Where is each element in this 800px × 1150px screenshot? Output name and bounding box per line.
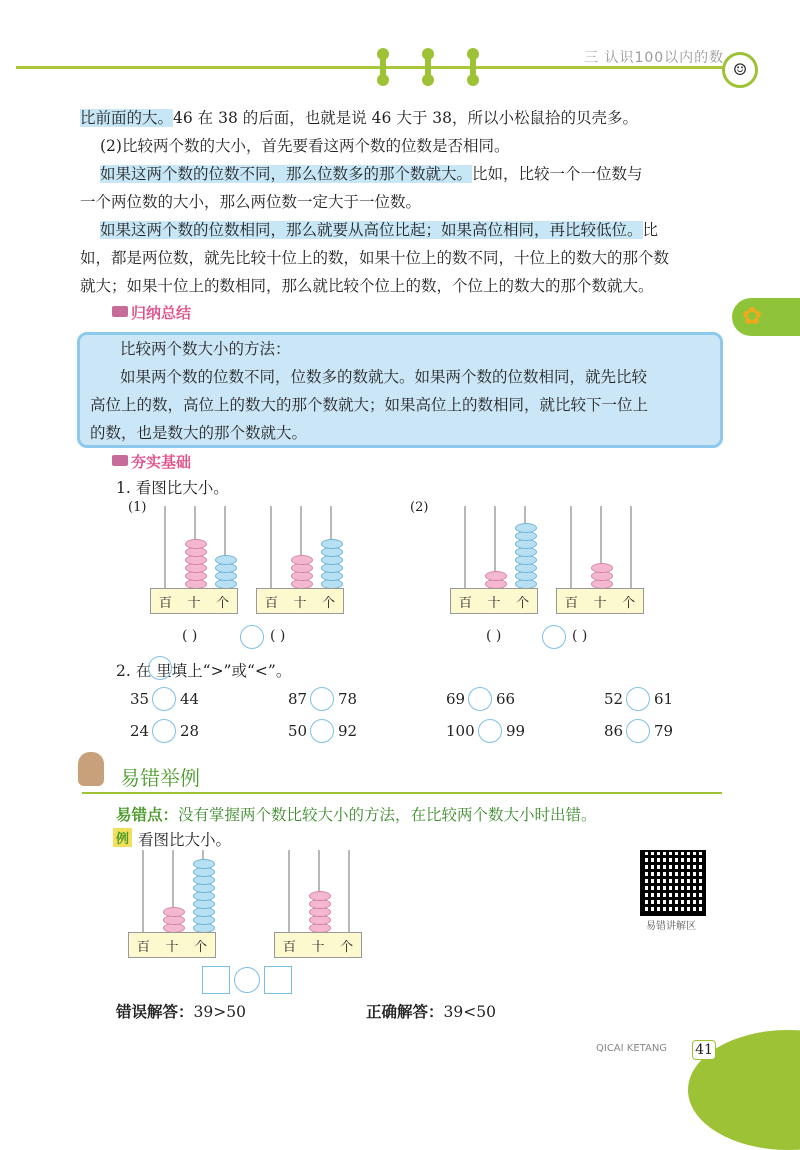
question-1: 1. 看图比大小。 (116, 479, 229, 497)
abacus-base (256, 588, 344, 614)
compare-right: 44 (180, 690, 200, 708)
place-label: 个 (194, 939, 208, 955)
mascot-icon (78, 752, 104, 786)
compare-left: 52 (604, 690, 624, 708)
answer-blank[interactable]: ( ) (486, 628, 502, 644)
place-label: 百 (458, 595, 472, 611)
paragraph-3: 如果这两个数的位数不同，那么位数多的那个数就大。比如，比较一个一位数与 (100, 165, 643, 183)
compare-left: 87 (288, 690, 308, 708)
qr-code[interactable] (640, 850, 706, 916)
abacus-bead (193, 859, 215, 869)
compare-right: 99 (506, 722, 526, 740)
compare-left: 50 (288, 722, 308, 740)
sub-label: (1) (128, 500, 147, 515)
compare-circle[interactable] (310, 687, 334, 711)
abacus-bead (291, 555, 313, 565)
qr-caption: 易错讲解区 (646, 921, 696, 932)
side-tab (732, 298, 800, 336)
compare-circle[interactable] (310, 719, 334, 743)
abacus-base (150, 588, 238, 614)
place-label: 十 (593, 595, 607, 611)
book-icon (112, 306, 128, 317)
binder-pin (470, 52, 476, 82)
practice-heading: 夯实基础 (112, 451, 191, 472)
summary-box: 比较两个数大小的方法： 如果两个数的位数不同，位数多的数就大。如果两个数的位数相同，就先比较 高位上的数，高位上的数大的那个数就大；如果高位上的数相同，就比较下一位上 的数，也是数大的那个数就大。 (77, 332, 723, 448)
place-label: 百 (264, 595, 278, 611)
compare-circle[interactable] (152, 719, 176, 743)
question-2: 2. 在 里填上“>”或“<”。 (116, 662, 292, 680)
place-label: 十 (165, 939, 179, 955)
abacus-bead (163, 907, 185, 917)
book-icon (112, 455, 128, 466)
place-label: 百 (564, 595, 578, 611)
compare-left: 86 (604, 722, 624, 740)
footer-brand: QICAI KETANG (596, 1043, 668, 1054)
abacus-bead (185, 539, 207, 549)
compare-left: 100 (446, 722, 475, 740)
abacus-bead (215, 555, 237, 565)
error-point: 易错点：没有掌握两个数比较大小的方法，在比较两个数大小时出错。 (116, 805, 597, 824)
paragraph-4-cont: 就大；如果十位上的数相同，那么就比较个位上的数，个位上的数大的那个数就大。 (80, 277, 654, 295)
place-label: 十 (187, 595, 201, 611)
paragraph-4-cont: 如，都是两位数，就先比较十位上的数，如果十位上的数不同，十位上的数大的那个数 (80, 249, 670, 267)
abacus-rod (630, 506, 632, 588)
compare-circle[interactable] (234, 967, 260, 993)
place-label: 个 (516, 595, 530, 611)
highlight: 比前面的大。 (80, 109, 174, 127)
place-label: 十 (311, 939, 325, 955)
abacus-bead (515, 523, 537, 533)
binder-pin (380, 52, 386, 82)
errors-heading: 易错举例 (120, 766, 200, 790)
abacus-rod (288, 850, 290, 932)
compare-right: 92 (338, 722, 358, 740)
page-number: 41 (692, 1040, 716, 1060)
example-text: 看图比大小。 (138, 831, 232, 849)
abacus-rod (464, 506, 466, 588)
paragraph-3-cont: 一个两位数的大小，那么两位数一定大于一位数。 (80, 193, 422, 211)
paragraph-4: 如果这两个数的位数相同，那么就要从高位比起；如果高位相同，再比较低位。比 (100, 221, 659, 239)
place-label: 个 (622, 595, 636, 611)
abacus-bead (321, 539, 343, 549)
answer-blank[interactable]: ( ) (182, 628, 198, 644)
compare-circle[interactable] (468, 687, 492, 711)
place-label: 个 (216, 595, 230, 611)
paragraph-1: 比前面的大。46 在 38 的后面，也就是说 46 大于 38，所以小松鼠拾的贝壳多。 (80, 109, 638, 127)
compare-left: 69 (446, 690, 466, 708)
compare-right: 78 (338, 690, 358, 708)
compare-circle (148, 656, 172, 680)
answer-box[interactable] (264, 966, 292, 994)
compare-circle[interactable] (626, 719, 650, 743)
sub-label: (2) (410, 500, 429, 515)
abacus-rod (270, 506, 272, 588)
compare-right: 66 (496, 690, 516, 708)
chapter-title: 三 认识100以内的数 (584, 50, 725, 66)
paragraph-2: (2)比较两个数的大小，首先要看这两个数的位数是否相同。 (100, 137, 510, 155)
compare-right: 61 (654, 690, 674, 708)
abacus-base (556, 588, 644, 614)
divider (82, 792, 722, 794)
compare-circle[interactable] (240, 625, 264, 649)
abacus-bead (485, 571, 507, 581)
place-label: 个 (322, 595, 336, 611)
place-label: 个 (340, 939, 354, 955)
compare-circle[interactable] (152, 687, 176, 711)
abacus-rod (142, 850, 144, 932)
abacus-rod (164, 506, 166, 588)
binder-pin (425, 52, 431, 82)
compare-right: 28 (180, 722, 200, 740)
place-label: 百 (282, 939, 296, 955)
abacus-bead (591, 563, 613, 573)
mascot-icon: ☺ (722, 52, 758, 88)
abacus-bead (309, 891, 331, 901)
abacus-rod (348, 850, 350, 932)
summary-heading: 归纳总结 (112, 302, 191, 323)
place-label: 十 (487, 595, 501, 611)
abacus-rod (570, 506, 572, 588)
place-label: 百 (158, 595, 172, 611)
compare-circle[interactable] (478, 719, 502, 743)
place-label: 十 (293, 595, 307, 611)
abacus-base (274, 932, 362, 958)
compare-circle[interactable] (542, 625, 566, 649)
example-tag: 例 (113, 828, 132, 847)
correct-answer: 正确解答：39<50 (366, 1003, 496, 1021)
place-label: 百 (136, 939, 150, 955)
abacus-base (128, 932, 216, 958)
wrong-answer: 错误解答：39>50 (116, 1003, 246, 1021)
fish-icon: ✿ (742, 302, 763, 330)
compare-left: 35 (130, 690, 150, 708)
answer-box[interactable] (202, 966, 230, 994)
answer-blank[interactable]: ( ) (572, 628, 588, 644)
answer-blank[interactable]: ( ) (270, 628, 286, 644)
compare-left: 24 (130, 722, 150, 740)
compare-right: 79 (654, 722, 674, 740)
abacus-base (450, 588, 538, 614)
compare-circle[interactable] (626, 687, 650, 711)
